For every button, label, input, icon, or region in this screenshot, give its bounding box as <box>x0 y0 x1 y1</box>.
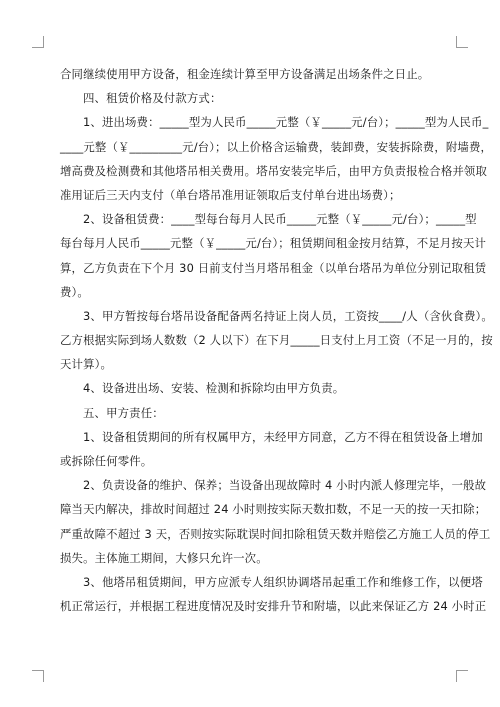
crop-mark-top-right <box>456 36 468 48</box>
text-line: 4、设备进出场、安装、检测和拆除均由甲方负责。 <box>83 381 345 396</box>
text-line: ____元整（￥_________元/台）；以上价格含运输费，装卸费，安装拆除费，附墙费， <box>60 139 493 154</box>
text-line: 1、设备租赁期间的所有权属甲方，未经甲方同意，乙方不得在租赁设备上增加 <box>83 429 483 444</box>
crop-mark-top-left <box>32 36 44 48</box>
text-line: 算，乙方负责在下个月 30 日前支付当月塔吊租金（以单台塔吊为单位分别记取租赁 <box>60 260 487 275</box>
section-heading-4: 四、租赁价格及付款方式： <box>83 91 222 106</box>
text-line: 准用证后三天内支付（单台塔吊准用证领取后支付单台进出场费）； <box>60 187 401 202</box>
text-line: 2、负责设备的维护、保养；当设备出现故障时 4 小时内派人修理完毕，一般故 <box>83 478 487 493</box>
text-line: 3、甲方暂按每台塔吊设备配备两名持证上岗人员，工资按____/人（含伙食费）。 <box>83 308 493 323</box>
crop-mark-bottom-left <box>32 670 44 682</box>
crop-mark-bottom-right <box>456 670 468 682</box>
text-line: 损失。主体施工期间，大修只允许一次。 <box>60 550 268 565</box>
text-line: 或拆除任何零件。 <box>60 454 153 468</box>
text-line: 2、设备租赁费：____型每台每月人民币_____元整（￥_____元/台）；_____型 <box>83 212 477 227</box>
text-line: 3、他塔吊租赁期间，甲方应派专人组织协调塔吊起重工作和维修工作，以便塔 <box>83 574 483 589</box>
text-line: 1、进出场费：_____型为人民币_____元整（￥_____元/台）；_____型为人民币_ <box>83 115 489 130</box>
text-line: 乙方根据实际到场人数数（2 人以下）在下月_____日支付上月工资（不足一月的，按 <box>60 333 493 348</box>
document-page <box>60 62 493 618</box>
text-line: 障当天内解决，排故时间超过 24 小时则按实际天数扣数，不足一天的按一天扣除； <box>60 502 487 517</box>
text-line: 严重故障不超过 3 天，否则按实际耽误时间扣除租赁天数并赔偿乙方施工人员的停工 <box>60 526 491 541</box>
text-line: 天计算）。 <box>60 357 113 372</box>
text-line: 合同继续使用甲方设备，租金连续计算至甲方设备满足出场条件之日止。 <box>60 67 430 81</box>
text-line: 增高费及检测费和其他塔吊相关费用。塔吊安装完毕后，由甲方负责报检合格并领取 <box>60 163 488 178</box>
text-line: 费）。 <box>60 284 89 299</box>
text-line: 每台每月人民币_____元整（￥_____元/台）；租赁期间租金按月结算，不足月按天计 <box>60 236 487 251</box>
section-heading-5: 五、甲方责任： <box>83 405 164 420</box>
text-line: 机正常运行，并根据工程进度情况及时安排升节和附墙，以此来保证乙方 24 小时正 <box>60 599 487 614</box>
